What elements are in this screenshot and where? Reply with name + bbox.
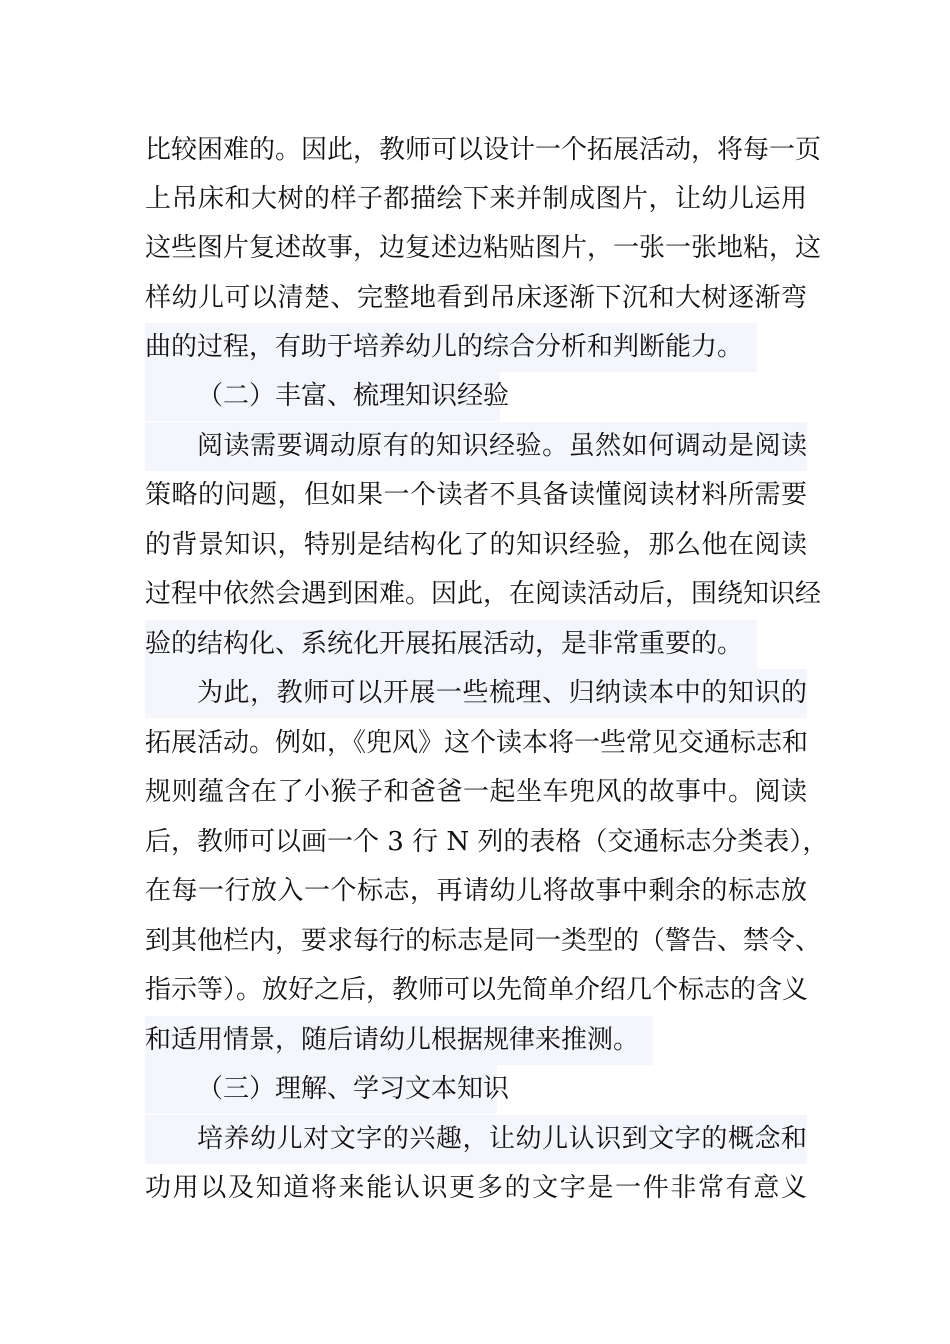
- text-line: 拓展活动。例如，《兜风》这个读本将一些常见交通标志和: [145, 728, 809, 758]
- text-line: 过程中依然会遇到困难。因此，在阅读活动后，围绕知识经: [145, 579, 822, 609]
- text-line: 的背景知识，特别是结构化了的知识经验，那么他在阅读: [145, 530, 807, 560]
- text-line: 培养幼儿对文字的兴趣，让幼儿认识到文字的概念和: [145, 1115, 807, 1164]
- text-line: 在每一行放入一个标志，再请幼儿将故事中剩余的标志放: [145, 876, 807, 906]
- text-line: 样幼儿可以清楚、完整地看到吊床逐渐下沉和大树逐渐弯: [145, 283, 807, 313]
- section-heading: （三）理解、学习文本知识: [145, 1065, 497, 1114]
- text-line: 后，教师可以画一个 3 行 N 列的表格（交通标志分类表），: [145, 827, 829, 857]
- text-line: 指示等）。放好之后，教师可以先简单介绍几个标志的含义: [145, 975, 809, 1005]
- text-line: 规则蕴含在了小猴子和爸爸一起坐车兜风的故事中。阅读: [145, 777, 807, 807]
- text-line: 功用以及知道将来能认识更多的文字是一件非常有意义: [145, 1173, 807, 1203]
- text-line: 验的结构化、系统化开展拓展活动，是非常重要的。: [145, 620, 757, 669]
- text-line: 为此，教师可以开展一些梳理、归纳读本中的知识的: [145, 669, 807, 718]
- text-line: 和适用情景，随后请幼儿根据规律来推测。: [145, 1016, 653, 1065]
- text-line: 上吊床和大树的样子都描绘下来并制成图片，让幼儿运用: [145, 184, 807, 214]
- text-line: 曲的过程，有助于培养幼儿的综合分析和判断能力。: [145, 323, 757, 372]
- text-line: 策略的问题，但如果一个读者不具备读懂阅读材料所需要: [145, 480, 807, 510]
- text-line: 到其他栏内，要求每行的标志是同一类型的（警告、禁令、: [145, 926, 822, 956]
- section-heading: （二）丰富、梳理知识经验: [145, 372, 500, 421]
- text-line: 阅读需要调动原有的知识经验。虽然如何调动是阅读: [145, 422, 807, 471]
- text-line: 比较困难的。因此，教师可以设计一个拓展活动，将每一页: [145, 135, 822, 165]
- text-line: 这些图片复述故事，边复述边粘贴图片，一张一张地粘，这: [145, 233, 822, 263]
